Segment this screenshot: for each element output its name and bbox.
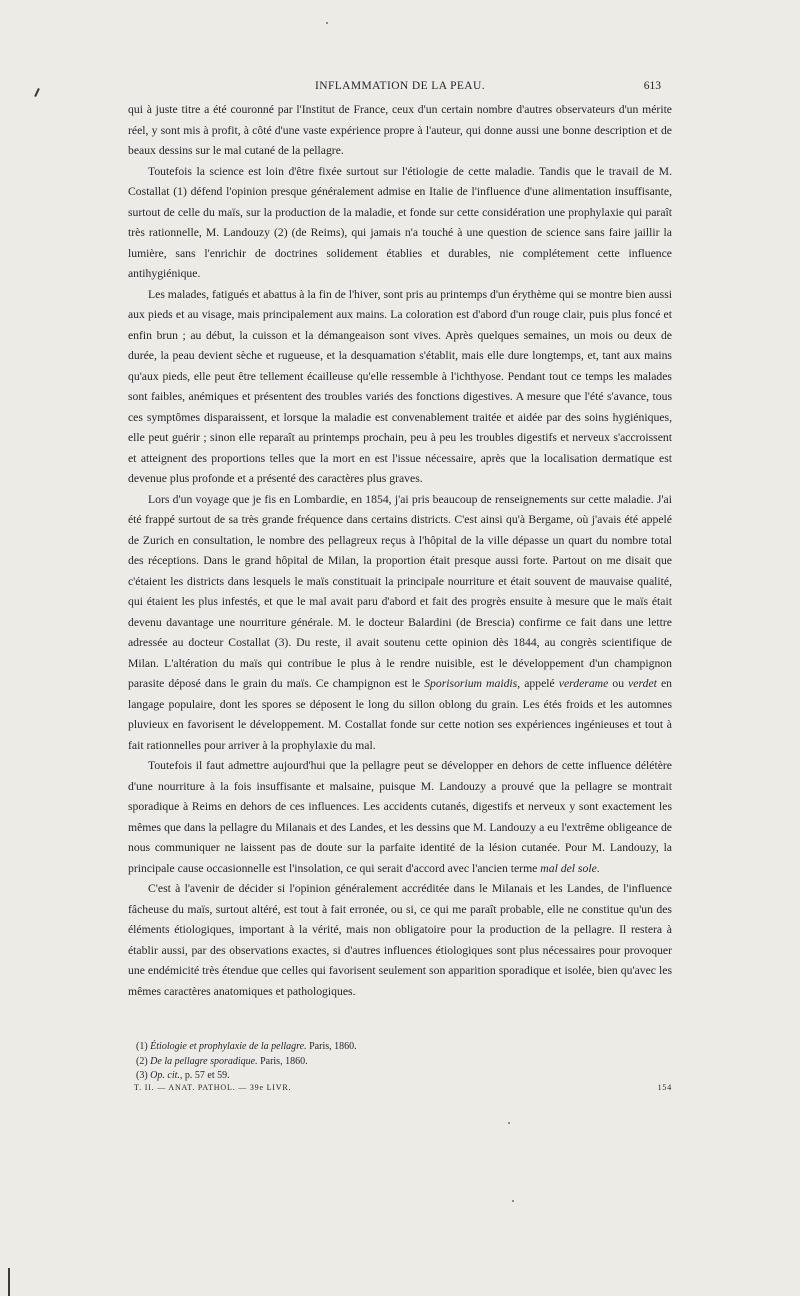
margin-mark xyxy=(8,1268,10,1296)
body-text xyxy=(128,100,672,1002)
paragraph-text: Toutefois il faut admettre aujourd'hui que la pellagre peut se développer en dehors de cette influence délétère d'une nourriture à la fois insuffisante et malsaine, puisque M. Landouzy a prouvé que la pellagre se montrait sporadique à Reims en dehors de ces influences. Les accidents cutanés, digestifs et nerveux y sont exactement les mêmes que dans la pellagre du Milanais et des Landes, et les dessins que M. Landouzy a eu l'extrême obligeance de nous communiquer ne laissent pas de doute sur la parfaite identité de la lésion cutanée. Pour M. Landouzy, la principale cause occasionnelle est l'insolation, ce qui serait d'accord avec l'ancien terme xyxy=(128,759,672,875)
latin-term: Sporisorium maidis xyxy=(424,677,518,690)
footnote xyxy=(136,1055,676,1070)
page-header xyxy=(0,80,800,96)
paragraph-text: Lors d'un voyage que je fis en Lombardie, en 1854, j'ai pris beaucoup de renseignements sur cette maladie. J'ai été frappé surtout de sa très grande fréquence dans certains districts. C'est ainsi qu'à Bergame, où j'avais été appelé de Zurich en consultation, le nombre des pellagreux reçus à l'hôpital de la ville dépasse un quart du nombre total des réceptions. Dans le grand hôpital de Milan, la proportion était presque aussi forte. Partout on me disait que c'étaient les districts dans lesquels le maïs constituait la principale nourriture et était souvent de mauvaise qualité, qui étaient les plus infestés, et que le mal avait paru d'abord et fait des progrès ensuite à mesure que le maïs était devenu davantage une nourriture générale. M. le docteur Balardini (de Brescia) confirme ce fait dans une lettre adressée au docteur Costallat (3). Du reste, il avait soutenu cette opinion dès 1844, au congrès scientifique de Milan. L'altération du maïs qui contribue le plus à le rendre nuisible, est le développement d'un champignon parasite déposé dans le grain du maïs. Ce champignon est le xyxy=(128,492,672,690)
paragraph: Toutefois la science est loin d'être fixée surtout sur l'étiologie de cette maladie. Tandis que le travail de M. Costallat (1) défend l'opinion presque généralement admise en Italie de l'influence d'une alimentation insuffisante, surtout de celle du maïs, sur la production de la maladie, et fonde sur cette considération une prophylaxie qui paraît très rationnelle, M. Landouzy (2) (de Reims), qui jamais n'a touché à une question de science sans faire jaillir la lumière, sans l'enrichir de doctrines solidement établies et durables, nie complétement cette influence antihygiénique. xyxy=(128,164,672,280)
paragraph-text: . xyxy=(596,861,600,875)
paper-speck xyxy=(326,22,328,24)
vernacular-term: verderame xyxy=(558,677,609,690)
footnote-marker: (1) xyxy=(136,1041,148,1052)
footnote xyxy=(136,1069,676,1084)
footnotes xyxy=(136,1040,676,1084)
paragraph-text: ou xyxy=(608,677,629,690)
footnote-text: Paris, 1860. xyxy=(306,1041,357,1052)
running-head: INFLAMMATION DE LA PEAU. xyxy=(315,80,485,92)
paragraph-text: , appelé xyxy=(517,677,559,690)
footnote-title: Étiologie et prophylaxie de la pellagre. xyxy=(150,1041,307,1052)
paragraph: C'est à l'avenir de décider si l'opinion généralement accréditée dans le Milanais et les Landes, de l'influence fâcheuse du maïs, surtout altéré, est tout à fait erronée, ou si, ce qui me paraît probable, elle ne constitue qu'un des éléments étiologiques, important à la vérité, mais non obligatoire pour la production de la pellagre. Il restera à établir aussi, par des observations exactes, si d'autres influences étiologiques sont plus nécessaires pour provoquer une endémicité très étendue que celles qui favorisent seulement son apparition sporadique et isolée, bien qu'avec les mêmes caractères anatomiques et pathologiques. xyxy=(128,882,672,998)
page-number: 613 xyxy=(643,80,661,92)
paragraph: qui à juste titre a été couronné par l'Institut de France, ceux d'un certain nombre d'autres observateurs d'un mérite réel, y sont mis à profit, à côté d'une vaste expérience propre à l'auteur, qui donne aussi une bonne description et de beaux dessins sur le mal cutané de la pellagre. xyxy=(128,103,672,157)
footnote-marker: (2) xyxy=(136,1055,148,1067)
paper-speck xyxy=(512,1200,514,1202)
paragraph: Les malades, fatigués et abattus à la fin de l'hiver, sont pris au printemps d'un érythème qui se montre bien aussi aux pieds et au visage, mais principalement aux mains. La coloration est d'abord d'un rouge clair, puis plus foncé et enfin brun ; au début, la cuisson et la démangeaison sont vives. Après quelques semaines, un mois ou deux de durée, la peau devient sèche et rugueuse, et la desquamation s'établit, mais elle dure longtemps, et, tant aux mains qu'aux pieds, elle peut être tellement écailleuse qu'elle ressemble à l'ichthyose. Pendant tout ce temps les malades sont faibles, anémiques et présentent des troubles variés des fonctions digestives. A mesure que l'été s'avance, tous ces symptômes disparaissent, et lorsque la maladie est convenablement traitée et aidée par des soins hygiéniques, elle peut guérir ; sinon elle reparaît au printemps prochain, peu à peu les troubles digestifs et nerveux s'accroissent et atteignent des proportions telles que la mort en est l'issue nécessaire, après que la localisation dermatique est devenue plus profonde et a présenté des caractères plus graves. xyxy=(128,287,672,485)
footnote-text: Paris, 1860. xyxy=(257,1055,308,1067)
paragraph-text: en langage populaire, dont les spores se déposent le long du sillon oblong du grain. Les étés froids et les automnes pluvieux en favorisent le développement. M. Costallat fonde sur cette notion ses expériences ingénieuses et tout à fait rationnelles pour arriver à la prophylaxie du mal. xyxy=(128,677,672,752)
footnote-marker: (3) xyxy=(136,1070,148,1081)
signature-number: 154 xyxy=(657,1083,672,1092)
footnote-text: , p. 57 et 59. xyxy=(179,1070,230,1081)
paper-speck xyxy=(508,1122,510,1124)
paragraph xyxy=(128,756,672,879)
footnote-title: Op. cit. xyxy=(150,1070,180,1081)
signature-text: T. II. — ANAT. PATHOL. — 39e LIVR. xyxy=(134,1083,292,1092)
footnote-title: De la pellagre sporadique. xyxy=(150,1055,258,1067)
paragraph xyxy=(128,490,672,757)
vernacular-term: verdet xyxy=(628,677,657,690)
footnote xyxy=(136,1040,676,1055)
italian-term: mal del sole xyxy=(540,861,597,875)
